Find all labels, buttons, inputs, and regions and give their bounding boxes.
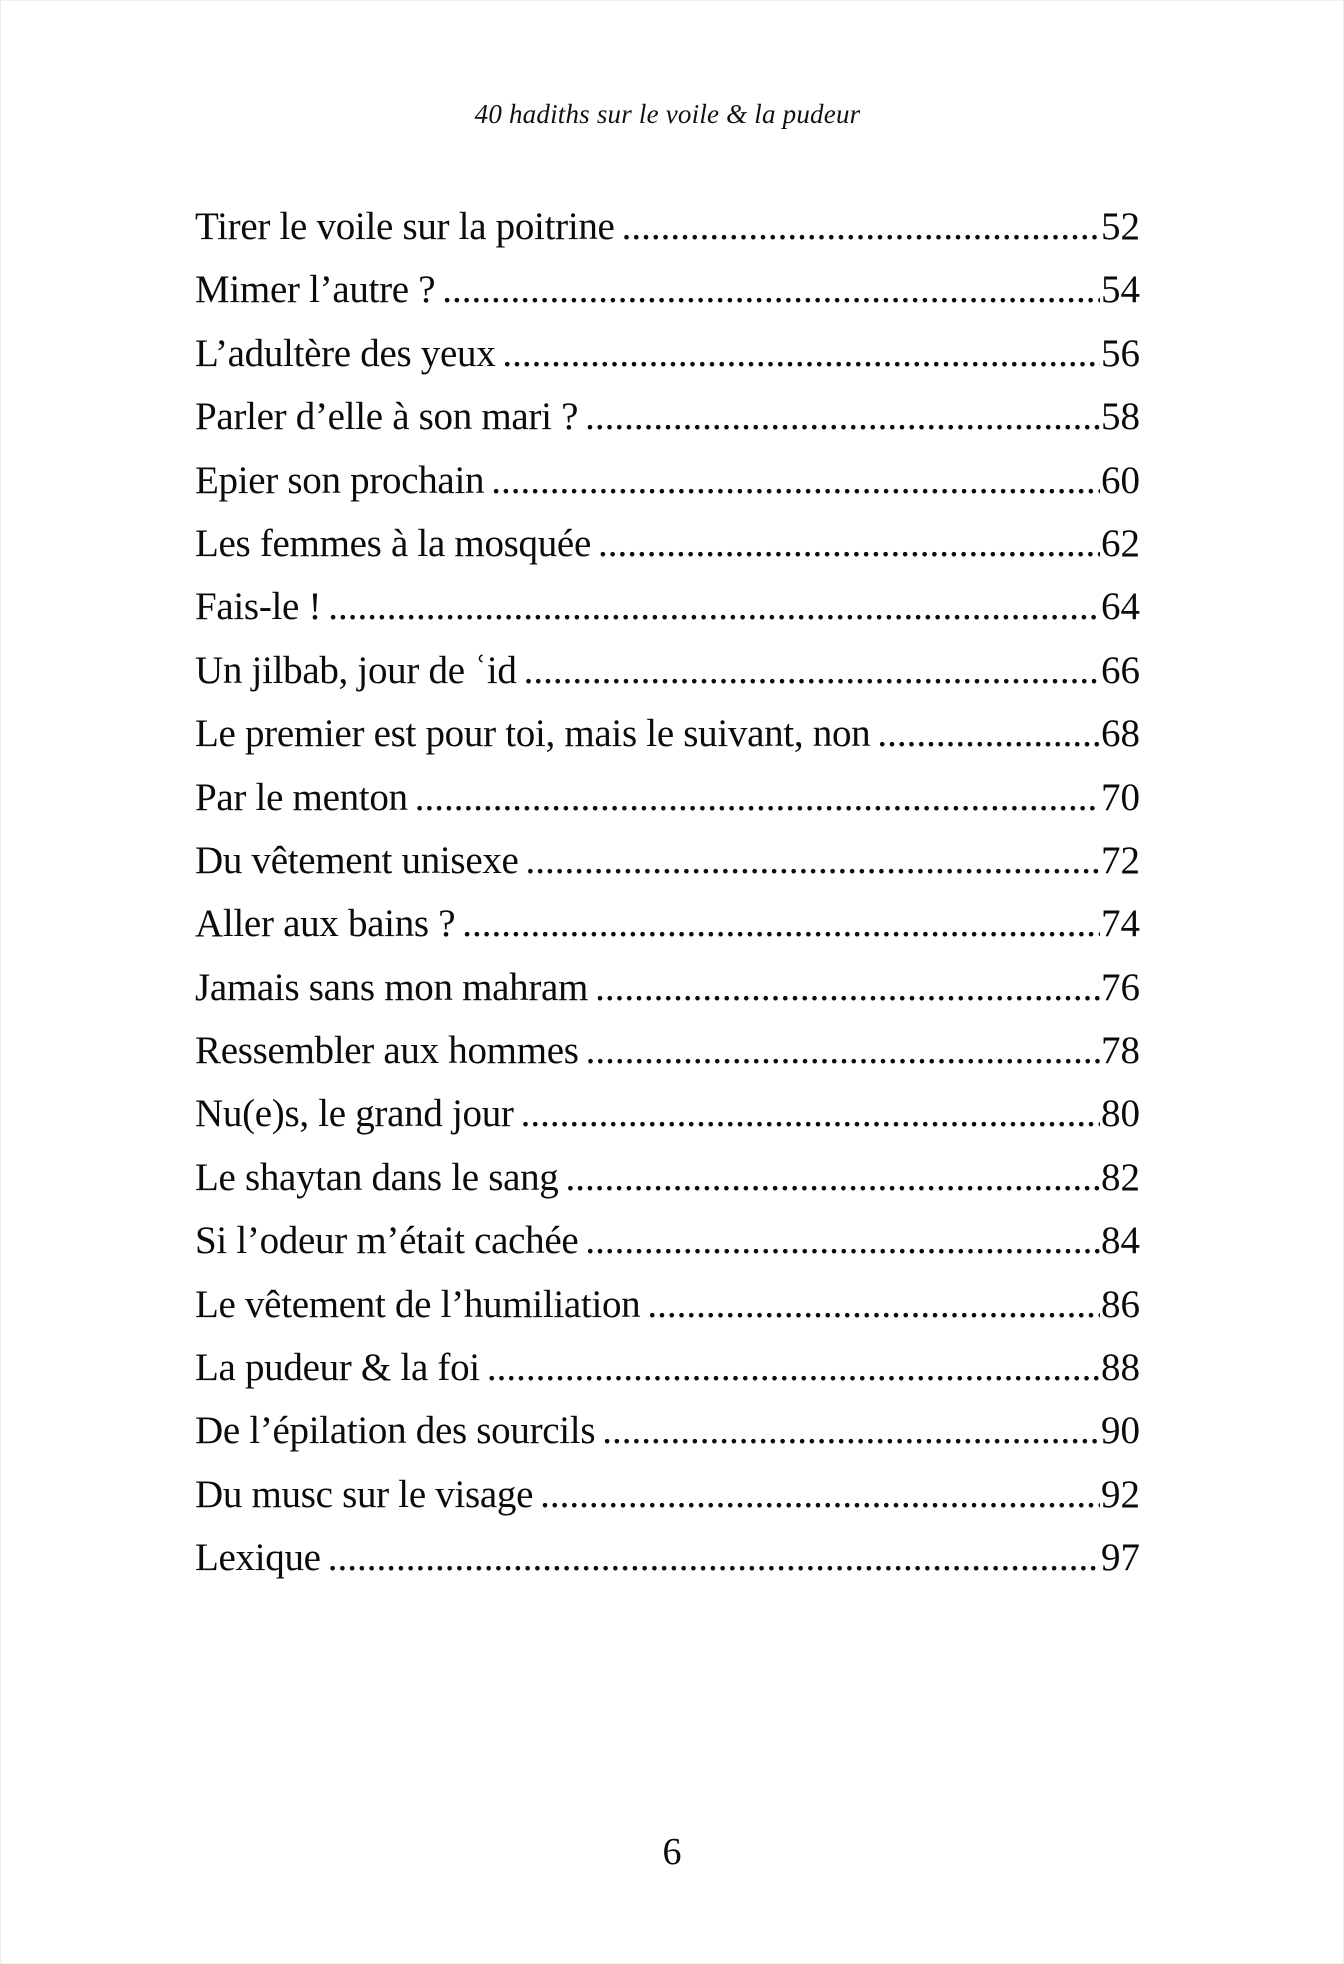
- toc-entry: [195, 1463, 1140, 1526]
- toc-entry-page-number: 72: [1101, 838, 1140, 882]
- toc-entry: [195, 575, 1140, 638]
- toc-entry-title: L’adultère des yeux: [195, 331, 496, 375]
- toc-entry-title: Les femmes à la mosquée: [195, 521, 591, 565]
- dot-leader: [462, 892, 1100, 955]
- toc-entry-title: Du musc sur le visage: [195, 1472, 534, 1516]
- toc-entry-page-number: 90: [1101, 1409, 1140, 1453]
- toc-entry-page-number: 56: [1101, 331, 1140, 375]
- toc-entry: [195, 1209, 1140, 1272]
- toc-entry-title: Du vêtement unisexe: [195, 838, 519, 882]
- dot-leader: [491, 449, 1100, 512]
- toc-entry-title: Le premier est pour toi, mais le suivant, non: [195, 712, 871, 756]
- dot-leader: [586, 1019, 1100, 1082]
- dot-leader: [524, 639, 1100, 702]
- toc-entry: [195, 829, 1140, 892]
- dot-leader: [595, 956, 1100, 1019]
- toc-entry-title: Epier son prochain: [195, 458, 485, 502]
- toc-entry-page-number: 80: [1101, 1092, 1140, 1136]
- toc-entry-title: Nu(e)s, le grand jour: [195, 1092, 514, 1136]
- toc-entry-title: Le vêtement de l’humiliation: [195, 1282, 641, 1326]
- dot-leader: [328, 575, 1100, 638]
- toc-entry-title: Tirer le voile sur la poitrine: [195, 205, 615, 248]
- dot-leader: [622, 195, 1100, 258]
- dot-leader: [602, 1399, 1100, 1462]
- toc-entry-page-number: 70: [1101, 775, 1140, 819]
- toc-entry-title: Si l’odeur m’était cachée: [195, 1219, 579, 1263]
- toc-entry: [195, 385, 1140, 448]
- toc-entry-page-number: 97: [1101, 1536, 1140, 1580]
- toc-entry: [195, 1082, 1140, 1145]
- toc-entry-title: Parler d’elle à son mari ?: [195, 395, 579, 439]
- toc-entry: [195, 322, 1140, 385]
- toc-entry: [195, 1399, 1140, 1462]
- toc-entry: [195, 1526, 1140, 1589]
- toc-entry-page-number: 54: [1101, 268, 1140, 312]
- toc-entry-page-number: 60: [1101, 458, 1140, 502]
- dot-leader: [585, 385, 1100, 448]
- toc-entry: [195, 195, 1140, 258]
- toc-entry: [195, 512, 1140, 575]
- dot-leader: [585, 1209, 1100, 1272]
- toc-entry: [195, 892, 1140, 955]
- dot-leader: [877, 702, 1100, 765]
- toc-entry-page-number: 58: [1101, 395, 1140, 439]
- toc-entry-title: Lexique: [195, 1536, 321, 1580]
- toc-entry-title: Ressembler aux hommes: [195, 1029, 579, 1073]
- toc-entry: [195, 1336, 1140, 1399]
- dot-leader: [442, 258, 1100, 321]
- toc-entry-page-number: 52: [1101, 205, 1140, 248]
- toc-entry-title: Par le menton: [195, 775, 408, 819]
- toc-entry-title: Jamais sans mon mahram: [195, 965, 589, 1009]
- toc-entry-title: Fais-le !: [195, 585, 322, 629]
- toc-entry: [195, 449, 1140, 512]
- toc-entry-page-number: 68: [1101, 712, 1140, 756]
- dot-leader: [487, 1336, 1100, 1399]
- dot-leader: [540, 1463, 1100, 1526]
- dot-leader: [521, 1082, 1100, 1145]
- toc-entry-page-number: 88: [1101, 1346, 1140, 1390]
- toc-entry-page-number: 66: [1101, 648, 1140, 692]
- toc-entry-page-number: 82: [1101, 1155, 1140, 1199]
- toc-entry: [195, 639, 1140, 702]
- toc-entry-page-number: 74: [1101, 902, 1140, 946]
- dot-leader: [526, 829, 1100, 892]
- toc-entry-page-number: 92: [1101, 1472, 1140, 1516]
- toc-entry-title: La pudeur & la foi: [195, 1346, 480, 1390]
- toc-entry: [195, 766, 1140, 829]
- toc-entry-title: Mimer l’autre ?: [195, 268, 436, 312]
- toc-entry-title: Un jilbab, jour de ʿid: [195, 648, 517, 692]
- toc-entry: [195, 1273, 1140, 1336]
- toc-entry-title: De l’épilation des sourcils: [195, 1409, 596, 1453]
- dot-leader: [598, 512, 1100, 575]
- toc-entry-title: Aller aux bains ?: [195, 902, 456, 946]
- page-number: 6: [662, 1831, 682, 1873]
- table-of-contents: [195, 195, 1140, 1590]
- toc-entry-page-number: 78: [1101, 1029, 1140, 1073]
- dot-leader: [566, 1146, 1101, 1209]
- toc-entry: [195, 258, 1140, 321]
- dot-leader: [328, 1526, 1100, 1589]
- toc-entry-title: Le shaytan dans le sang: [195, 1155, 559, 1199]
- dot-leader: [647, 1273, 1100, 1336]
- toc-entry-page-number: 64: [1101, 585, 1140, 629]
- dot-leader: [502, 322, 1100, 385]
- toc-entry: [195, 1146, 1140, 1209]
- toc-entry-page-number: 62: [1101, 521, 1140, 565]
- toc-entry-page-number: 84: [1101, 1219, 1140, 1263]
- toc-entry-page-number: 76: [1101, 965, 1140, 1009]
- dot-leader: [415, 766, 1100, 829]
- toc-entry: [195, 702, 1140, 765]
- toc-entry: [195, 956, 1140, 1019]
- toc-entry-page-number: 86: [1101, 1282, 1140, 1326]
- running-header-title: 40 hadiths sur le voile & la pudeur: [474, 99, 861, 129]
- toc-entry: [195, 1019, 1140, 1082]
